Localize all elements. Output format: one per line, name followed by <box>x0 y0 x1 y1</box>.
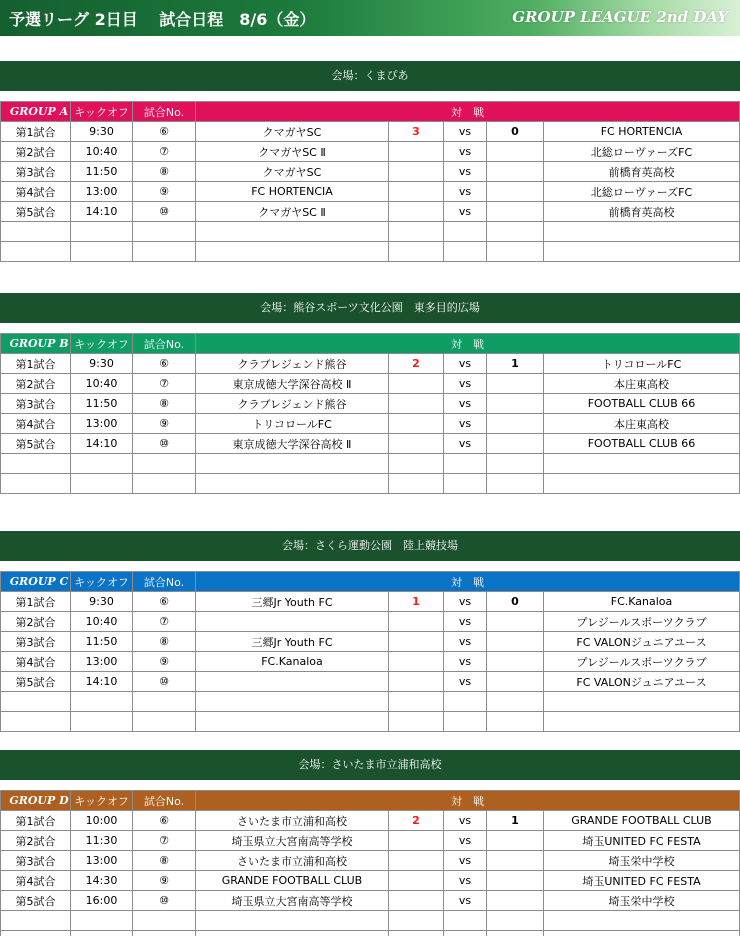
home-team: クラブレジェンド熊谷 <box>196 394 389 414</box>
kickoff-time: 9:30 <box>71 122 133 142</box>
empty-cell <box>389 692 444 712</box>
table-row <box>1 182 740 202</box>
home-team: クマガヤSC Ⅱ <box>196 202 389 222</box>
kickoff-time: 11:30 <box>71 831 133 851</box>
page-subtitle: GROUP LEAGUE 2nd DAY <box>512 8 728 26</box>
empty-cell <box>544 222 740 242</box>
group-name: GROUP A <box>1 102 71 122</box>
empty-cell <box>71 911 133 931</box>
match-number: ⑧ <box>133 632 196 652</box>
home-score <box>389 672 444 692</box>
vs-label: vs <box>444 414 487 434</box>
empty-cell <box>389 911 444 931</box>
kickoff-time: 10:40 <box>71 612 133 632</box>
kickoff-header: キックオフ <box>71 102 133 122</box>
empty-cell <box>544 931 740 936</box>
empty-cell <box>487 474 544 494</box>
empty-cell <box>133 222 196 242</box>
away-score <box>487 182 544 202</box>
empty-cell <box>444 911 487 931</box>
match-number: ⑥ <box>133 811 196 831</box>
away-team: FOOTBALL CLUB 66 <box>544 434 740 454</box>
away-score <box>487 891 544 911</box>
empty-cell <box>1 931 71 936</box>
match-label: 第3試合 <box>1 851 71 871</box>
empty-cell <box>1 712 71 732</box>
table-row <box>1 414 740 434</box>
empty-cell <box>544 454 740 474</box>
match-number: ⑥ <box>133 122 196 142</box>
home-score <box>389 851 444 871</box>
empty-cell <box>71 692 133 712</box>
away-score <box>487 374 544 394</box>
table-row <box>1 142 740 162</box>
kickoff-time: 14:30 <box>71 871 133 891</box>
away-team: FOOTBALL CLUB 66 <box>544 394 740 414</box>
versus-header: 対 戦 <box>196 791 740 811</box>
empty-cell <box>487 692 544 712</box>
away-team: 本庄東高校 <box>544 414 740 434</box>
table-header-row <box>1 334 740 354</box>
vs-label: vs <box>444 122 487 142</box>
venue-bar: 会場：くまぴあ <box>0 61 740 91</box>
match-number: ⑩ <box>133 672 196 692</box>
match-number: ⑩ <box>133 891 196 911</box>
away-score <box>487 612 544 632</box>
match-label: 第2試合 <box>1 831 71 851</box>
away-team: GRANDE FOOTBALL CLUB <box>544 811 740 831</box>
away-score <box>487 871 544 891</box>
home-score: 2 <box>389 811 444 831</box>
match-number: ⑨ <box>133 414 196 434</box>
schedule-table <box>0 101 740 262</box>
away-team: 北総ローヴァーズFC <box>544 142 740 162</box>
empty-cell <box>1 911 71 931</box>
home-team <box>196 612 389 632</box>
group-section <box>0 531 740 689</box>
kickoff-time: 14:10 <box>71 434 133 454</box>
home-score <box>389 871 444 891</box>
home-score <box>389 612 444 632</box>
vs-label: vs <box>444 394 487 414</box>
match-number: ⑥ <box>133 592 196 612</box>
empty-cell <box>196 222 389 242</box>
vs-label: vs <box>444 162 487 182</box>
empty-cell <box>71 712 133 732</box>
away-team: FC HORTENCIA <box>544 122 740 142</box>
match-label: 第3試合 <box>1 632 71 652</box>
away-score <box>487 414 544 434</box>
match-label: 第4試合 <box>1 414 71 434</box>
kickoff-time: 10:40 <box>71 374 133 394</box>
away-team: 前橋育英高校 <box>544 162 740 182</box>
venue-bar: 会場：熊谷スポーツ文化公園 東多目的広場 <box>0 293 740 323</box>
home-team: 東京成徳大学深谷高校 Ⅱ <box>196 434 389 454</box>
match-label: 第5試合 <box>1 891 71 911</box>
table-row <box>1 871 740 891</box>
away-score <box>487 632 544 652</box>
match-label: 第3試合 <box>1 162 71 182</box>
empty-cell <box>1 242 71 262</box>
match-number: ⑨ <box>133 182 196 202</box>
match-label: 第4試合 <box>1 652 71 672</box>
home-team: FC HORTENCIA <box>196 182 389 202</box>
match-label: 第2試合 <box>1 612 71 632</box>
kickoff-time: 14:10 <box>71 672 133 692</box>
match-label: 第5試合 <box>1 672 71 692</box>
vs-label: vs <box>444 672 487 692</box>
away-team: 埼玉栄中学校 <box>544 891 740 911</box>
table-row <box>1 931 740 936</box>
away-team: 前橋育英高校 <box>544 202 740 222</box>
versus-header: 対 戦 <box>196 572 740 592</box>
vs-label: vs <box>444 202 487 222</box>
home-score <box>389 434 444 454</box>
home-team: 東京成徳大学深谷高校 Ⅱ <box>196 374 389 394</box>
empty-cell <box>196 692 389 712</box>
away-score <box>487 831 544 851</box>
away-score <box>487 202 544 222</box>
home-team: クマガヤSC <box>196 122 389 142</box>
away-team: 本庄東高校 <box>544 374 740 394</box>
table-row <box>1 454 740 474</box>
empty-cell <box>196 931 389 936</box>
away-team: 北総ローヴァーズFC <box>544 182 740 202</box>
match-no-header: 試合No. <box>133 572 196 592</box>
empty-cell <box>444 931 487 936</box>
match-label: 第2試合 <box>1 142 71 162</box>
kickoff-time: 13:00 <box>71 652 133 672</box>
kickoff-time: 10:00 <box>71 811 133 831</box>
vs-label: vs <box>444 434 487 454</box>
match-number: ⑦ <box>133 612 196 632</box>
kickoff-time: 14:10 <box>71 202 133 222</box>
home-score <box>389 374 444 394</box>
away-score <box>487 851 544 871</box>
home-score <box>389 394 444 414</box>
empty-cell <box>133 712 196 732</box>
home-team: GRANDE FOOTBALL CLUB <box>196 871 389 891</box>
vs-label: vs <box>444 851 487 871</box>
home-score <box>389 414 444 434</box>
away-team: プレジールスポーツクラブ <box>544 652 740 672</box>
home-team: さいたま市立浦和高校 <box>196 851 389 871</box>
home-team <box>196 672 389 692</box>
empty-cell <box>544 474 740 494</box>
page-title: 予選リーグ 2日目 試合日程 8/6（金） <box>9 10 316 29</box>
table-row <box>1 612 740 632</box>
match-number: ⑦ <box>133 831 196 851</box>
empty-cell <box>389 222 444 242</box>
kickoff-time: 9:30 <box>71 354 133 374</box>
empty-cell <box>544 712 740 732</box>
empty-cell <box>544 692 740 712</box>
away-team: 埼玉UNITED FC FESTA <box>544 871 740 891</box>
match-label: 第3試合 <box>1 394 71 414</box>
empty-cell <box>1 454 71 474</box>
away-score: 1 <box>487 811 544 831</box>
away-team: FC VALONジュニアユース <box>544 632 740 652</box>
empty-cell <box>196 242 389 262</box>
table-row <box>1 222 740 242</box>
empty-cell <box>196 474 389 494</box>
table-row <box>1 652 740 672</box>
table-row <box>1 851 740 871</box>
away-score: 0 <box>487 122 544 142</box>
empty-cell <box>389 454 444 474</box>
empty-cell <box>444 692 487 712</box>
match-label: 第4試合 <box>1 871 71 891</box>
table-row <box>1 911 740 931</box>
empty-cell <box>487 931 544 936</box>
vs-label: vs <box>444 891 487 911</box>
group-name: GROUP C <box>1 572 71 592</box>
kickoff-header: キックオフ <box>71 572 133 592</box>
versus-header: 対 戦 <box>196 334 740 354</box>
vs-label: vs <box>444 811 487 831</box>
table-row <box>1 692 740 712</box>
table-row <box>1 162 740 182</box>
home-team: クマガヤSC <box>196 162 389 182</box>
match-number: ⑩ <box>133 434 196 454</box>
empty-cell <box>389 931 444 936</box>
home-score: 1 <box>389 592 444 612</box>
table-row <box>1 592 740 612</box>
away-score <box>487 162 544 182</box>
home-team: FC.Kanaloa <box>196 652 389 672</box>
empty-cell <box>133 911 196 931</box>
versus-header: 対 戦 <box>196 102 740 122</box>
away-team: 埼玉栄中学校 <box>544 851 740 871</box>
home-team: クマガヤSC Ⅱ <box>196 142 389 162</box>
home-team: 埼玉県立大宮南高等学校 <box>196 891 389 911</box>
empty-cell <box>133 242 196 262</box>
empty-cell <box>487 911 544 931</box>
empty-cell <box>444 222 487 242</box>
away-team: FC.Kanaloa <box>544 592 740 612</box>
vs-label: vs <box>444 612 487 632</box>
kickoff-time: 13:00 <box>71 851 133 871</box>
empty-cell <box>71 242 133 262</box>
match-number: ⑥ <box>133 354 196 374</box>
empty-cell <box>1 692 71 712</box>
match-no-header: 試合No. <box>133 102 196 122</box>
empty-cell <box>487 242 544 262</box>
vs-label: vs <box>444 592 487 612</box>
away-score: 0 <box>487 592 544 612</box>
away-team: トリコロールFC <box>544 354 740 374</box>
empty-cell <box>1 474 71 494</box>
away-score <box>487 434 544 454</box>
group-section <box>0 61 740 219</box>
table-header-row <box>1 791 740 811</box>
match-label: 第1試合 <box>1 122 71 142</box>
empty-cell <box>133 454 196 474</box>
vs-label: vs <box>444 871 487 891</box>
match-no-header: 試合No. <box>133 334 196 354</box>
group-name: GROUP B <box>1 334 71 354</box>
home-score <box>389 652 444 672</box>
table-row <box>1 474 740 494</box>
vs-label: vs <box>444 374 487 394</box>
empty-cell <box>71 474 133 494</box>
venue-bar: 会場：さくら運動公園 陸上競技場 <box>0 531 740 561</box>
vs-label: vs <box>444 142 487 162</box>
empty-cell <box>196 454 389 474</box>
vs-label: vs <box>444 182 487 202</box>
home-team: 埼玉県立大宮南高等学校 <box>196 831 389 851</box>
empty-cell <box>133 474 196 494</box>
empty-cell <box>133 692 196 712</box>
table-row <box>1 632 740 652</box>
away-team: プレジールスポーツクラブ <box>544 612 740 632</box>
home-score <box>389 831 444 851</box>
match-number: ⑧ <box>133 162 196 182</box>
match-label: 第1試合 <box>1 811 71 831</box>
match-number: ⑨ <box>133 871 196 891</box>
away-score <box>487 652 544 672</box>
table-row <box>1 811 740 831</box>
schedule-table <box>0 333 740 494</box>
group-section <box>0 750 740 908</box>
away-score <box>487 672 544 692</box>
vs-label: vs <box>444 632 487 652</box>
empty-cell <box>196 911 389 931</box>
table-row <box>1 712 740 732</box>
empty-cell <box>1 222 71 242</box>
kickoff-time: 16:00 <box>71 891 133 911</box>
match-no-header: 試合No. <box>133 791 196 811</box>
home-score <box>389 182 444 202</box>
empty-cell <box>389 474 444 494</box>
away-team: 埼玉UNITED FC FESTA <box>544 831 740 851</box>
empty-cell <box>71 454 133 474</box>
home-team: クラブレジェンド熊谷 <box>196 354 389 374</box>
table-header-row <box>1 102 740 122</box>
empty-cell <box>444 242 487 262</box>
kickoff-time: 10:40 <box>71 142 133 162</box>
table-row <box>1 242 740 262</box>
table-row <box>1 831 740 851</box>
away-score <box>487 394 544 414</box>
empty-cell <box>71 931 133 936</box>
vs-label: vs <box>444 652 487 672</box>
vs-label: vs <box>444 831 487 851</box>
empty-cell <box>133 931 196 936</box>
table-row <box>1 354 740 374</box>
match-number: ⑨ <box>133 652 196 672</box>
kickoff-time: 9:30 <box>71 592 133 612</box>
home-score <box>389 891 444 911</box>
match-label: 第5試合 <box>1 434 71 454</box>
kickoff-header: キックオフ <box>71 791 133 811</box>
match-number: ⑧ <box>133 851 196 871</box>
table-row <box>1 394 740 414</box>
kickoff-time: 11:50 <box>71 632 133 652</box>
schedule-table <box>0 571 740 732</box>
home-score <box>389 632 444 652</box>
empty-cell <box>71 222 133 242</box>
match-label: 第1試合 <box>1 354 71 374</box>
match-label: 第2試合 <box>1 374 71 394</box>
empty-cell <box>487 712 544 732</box>
table-row <box>1 434 740 454</box>
empty-cell <box>389 242 444 262</box>
home-score <box>389 162 444 182</box>
match-number: ⑩ <box>133 202 196 222</box>
kickoff-time: 11:50 <box>71 162 133 182</box>
table-header-row <box>1 572 740 592</box>
match-label: 第5試合 <box>1 202 71 222</box>
table-row <box>1 672 740 692</box>
home-team: 三郷Jr Youth FC <box>196 592 389 612</box>
kickoff-header: キックオフ <box>71 334 133 354</box>
home-score: 3 <box>389 122 444 142</box>
home-score <box>389 142 444 162</box>
home-score: 2 <box>389 354 444 374</box>
empty-cell <box>444 712 487 732</box>
home-team: 三郷Jr Youth FC <box>196 632 389 652</box>
empty-cell <box>444 474 487 494</box>
vs-label: vs <box>444 354 487 374</box>
empty-cell <box>487 222 544 242</box>
venue-bar: 会場：さいたま市立浦和高校 <box>0 750 740 780</box>
home-score <box>389 202 444 222</box>
schedule-table <box>0 790 740 936</box>
table-row <box>1 122 740 142</box>
home-team: さいたま市立浦和高校 <box>196 811 389 831</box>
kickoff-time: 13:00 <box>71 414 133 434</box>
table-row <box>1 374 740 394</box>
empty-cell <box>487 454 544 474</box>
empty-cell <box>444 454 487 474</box>
header-banner <box>0 0 740 36</box>
kickoff-time: 13:00 <box>71 182 133 202</box>
away-team: FC VALONジュニアユース <box>544 672 740 692</box>
group-name: GROUP D <box>1 791 71 811</box>
empty-cell <box>196 712 389 732</box>
match-number: ⑦ <box>133 142 196 162</box>
table-row <box>1 891 740 911</box>
match-number: ⑧ <box>133 394 196 414</box>
match-label: 第1試合 <box>1 592 71 612</box>
home-team: トリコロールFC <box>196 414 389 434</box>
table-row <box>1 202 740 222</box>
empty-cell <box>544 242 740 262</box>
group-section <box>0 293 740 451</box>
kickoff-time: 11:50 <box>71 394 133 414</box>
away-score <box>487 142 544 162</box>
empty-cell <box>389 712 444 732</box>
empty-cell <box>544 911 740 931</box>
match-number: ⑦ <box>133 374 196 394</box>
match-label: 第4試合 <box>1 182 71 202</box>
away-score: 1 <box>487 354 544 374</box>
